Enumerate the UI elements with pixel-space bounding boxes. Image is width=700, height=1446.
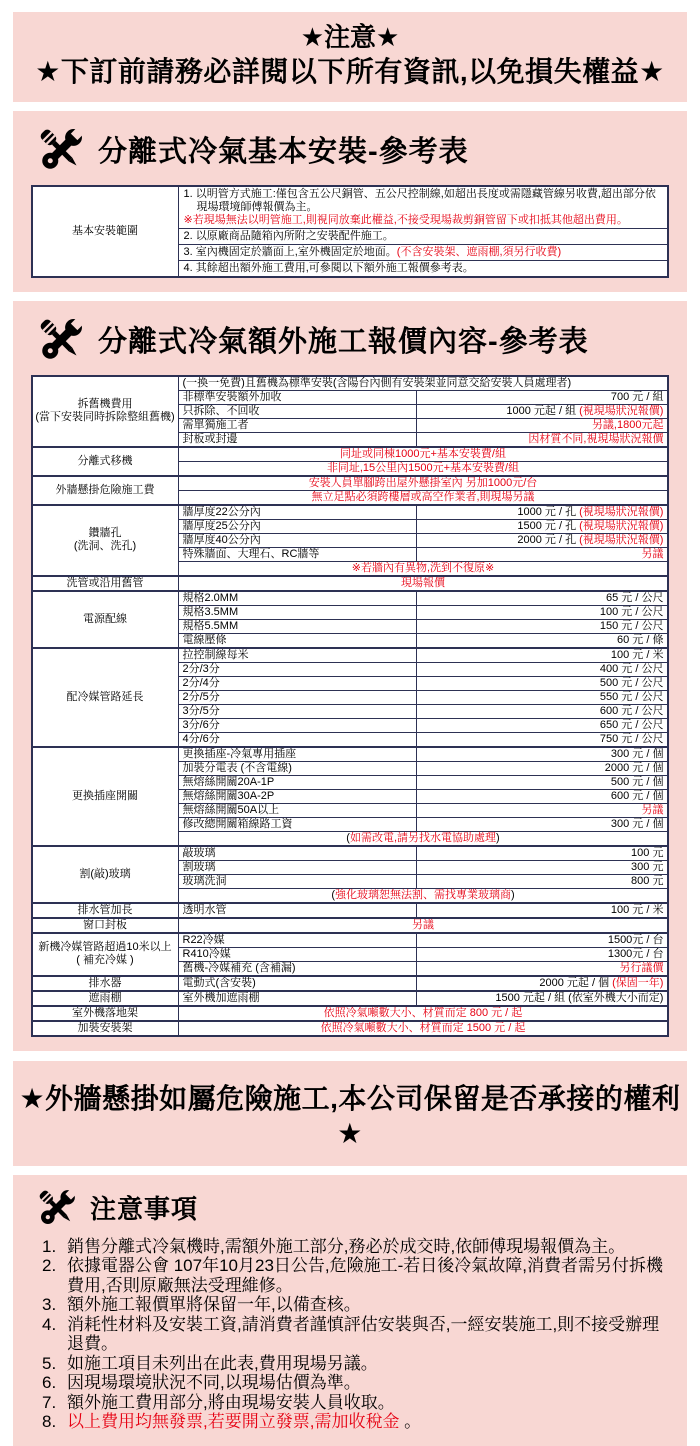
text-segment: 2000 元 / 個 (604, 761, 664, 774)
item-cell (178, 860, 417, 874)
section-basic-title: 分離式冷氣基本安裝-參考表 (98, 136, 469, 168)
group-label-line: 室外機落地架 (72, 1006, 138, 1019)
text-segment: 65 元 / 公尺 (606, 591, 664, 604)
group-label-line: 分離式移機 (77, 454, 133, 467)
text-segment: 600 元 / 個 (610, 789, 664, 802)
value-cell (417, 747, 669, 762)
value-cell (417, 418, 669, 432)
value-cell (417, 961, 669, 976)
table-row (32, 476, 669, 491)
group-label-line: 加裝安裝架 (77, 1021, 133, 1034)
span-cell (178, 490, 668, 505)
group-label-cell (32, 1006, 178, 1021)
text-segment: 室外機加遮雨棚 (182, 991, 260, 1004)
text-segment: 。 (399, 1412, 422, 1431)
text-segment: 500 元 / 公尺 (599, 676, 664, 689)
text-segment: 封板或封邊 (182, 432, 238, 445)
value-cell (417, 519, 669, 533)
value-cell (417, 690, 669, 704)
note-number: 7. (42, 1392, 57, 1412)
top-notice-banner (13, 12, 687, 102)
value-cell (417, 817, 669, 831)
span-cell (178, 1021, 668, 1036)
item-cell (178, 704, 417, 718)
text-segment: 如需改電,請另找水電協助處理 (349, 831, 497, 844)
text-segment: 500 元 / 個 (610, 775, 664, 788)
text-segment: 敲玻璃 (182, 846, 216, 859)
text-segment: 600 元 / 公尺 (599, 704, 664, 717)
value-cell (417, 718, 669, 732)
group-label-line: (洗洞、洗孔) (73, 540, 137, 552)
text-segment: 550 元 / 公尺 (599, 690, 664, 703)
note-text (67, 1295, 670, 1315)
note-item (42, 1412, 670, 1432)
text-segment: 以上費用均無發票,若要開立發票,需加收稅金 (67, 1412, 400, 1431)
text-segment: 玻璃洗洞 (182, 874, 227, 887)
text-segment: 拉控制線每米 (182, 648, 249, 661)
table-row (32, 976, 669, 991)
group-label-cell (32, 903, 178, 918)
text-segment: 1000 元 / 孔 (517, 505, 580, 518)
group-label-cell (32, 447, 178, 476)
text-segment: 800 元 (631, 874, 664, 887)
note-text (67, 1256, 670, 1295)
table-row (32, 591, 669, 606)
note-number: 2. (42, 1256, 57, 1275)
table-row (32, 1006, 669, 1021)
text-segment: 300 元 / 個 (610, 747, 664, 760)
group-label-line: ( 補充冷媒 ) (76, 954, 134, 966)
group-label-cell (32, 505, 178, 576)
text-segment: 1. 以明管方式施工:僅包含五公尺銅管、五公尺控制線,如超出長度或需隱藏管線另收費,超出部分依現場環境師傅報價為主。 (183, 187, 656, 213)
table-row (32, 648, 669, 663)
value-cell (417, 662, 669, 676)
section-basic-header (24, 123, 676, 177)
note-text (67, 1237, 670, 1257)
table-row (32, 447, 669, 462)
value-cell (417, 761, 669, 775)
text-segment: 因現場環境狀況不同,以現場估價為準。 (67, 1373, 361, 1392)
note-text (67, 1393, 670, 1413)
note-number: 3. (42, 1295, 57, 1314)
item-cell (178, 690, 417, 704)
group-label-line: 鑽牆孔 (88, 527, 122, 539)
text-segment: 另議 (641, 547, 664, 560)
item-cell (178, 404, 417, 418)
text-segment: 只拆除、不回收 (182, 404, 260, 417)
section-notes-title: 注意事項 (90, 1194, 199, 1224)
group-label-line: 拆舊機費用 (77, 398, 133, 410)
text-segment: 100 元 / 公尺 (599, 605, 664, 618)
note-text (67, 1315, 670, 1354)
table-paragraph (182, 188, 665, 214)
text-segment: (視現場狀況報價) (579, 533, 664, 546)
text-segment: 依照冷氣噸數大小、材質而定 1500 元 / 起 (320, 1021, 526, 1034)
value-cell (417, 860, 669, 874)
text-segment: 400 元 / 公尺 (599, 662, 664, 675)
text-segment: 規格5.5MM (182, 619, 239, 632)
text-segment: 1300元 / 台 (607, 947, 664, 960)
text-segment: 100 元 / 米 (610, 903, 664, 916)
value-cell (417, 947, 669, 961)
span-cell (178, 918, 668, 933)
text-segment: 依據電器公會 107年10月23日公告,危險施工-若日後冷氣故障,消費者需另付拆機費用,否則原廠無法受理維修。 (67, 1256, 664, 1295)
table-row (32, 903, 669, 918)
item-cell (178, 605, 417, 619)
content-cell (178, 244, 668, 260)
text-segment: 銷售分離式冷氣機時,需額外施工部分,務必於成交時,依師傅現場報價為主。 (67, 1236, 626, 1256)
section-extra-header (24, 313, 676, 367)
table-row (32, 576, 669, 591)
notes-list (24, 1235, 676, 1436)
table-row (32, 505, 669, 520)
group-label-cell (32, 918, 178, 933)
text-segment: 消耗性材料及安裝工資,請消費者謹慎評估安裝與否,一經安裝施工,則不接受辦理退費。 (67, 1314, 660, 1353)
value-cell (417, 903, 669, 918)
table-row (32, 747, 669, 762)
item-cell (178, 991, 417, 1006)
group-label-line: 配冷媒管路延長 (66, 690, 144, 703)
value-cell (417, 404, 669, 418)
group-label-cell (32, 591, 178, 648)
item-cell (178, 789, 417, 803)
table-row (32, 376, 669, 391)
text-segment: ( (331, 888, 335, 901)
text-segment: 150 元 / 公尺 (599, 619, 664, 632)
span-cell (178, 561, 668, 576)
group-label-cell (32, 648, 178, 747)
span-cell (178, 447, 668, 462)
group-label-line: (當下安裝同時拆除整組舊機) (35, 411, 175, 423)
text-segment: 安裝人員單腳跨出屋外懸掛室內 另加1000元/台 (308, 476, 538, 489)
group-label-line: 電源配線 (83, 612, 127, 625)
item-cell (178, 432, 417, 447)
text-segment: ( (346, 831, 350, 844)
note-item (42, 1354, 670, 1374)
span-cell (178, 1006, 668, 1021)
note-item (42, 1256, 670, 1295)
text-segment: 3分/5分 (182, 704, 220, 717)
note-number: 4. (42, 1314, 57, 1334)
item-cell (178, 547, 417, 561)
group-label-cell (32, 476, 178, 505)
text-segment: (一換一免費)且舊機為標準安裝(含陽台內側有安裝架並同意交給安裝人員處理者) (182, 376, 572, 389)
text-segment: 因材質不同,視現場狀況報價 (528, 432, 664, 445)
note-number: 8. (42, 1412, 57, 1431)
table-row (32, 1021, 669, 1036)
value-cell (417, 633, 669, 648)
row-label-cell: 基本安裝範圍 (32, 186, 178, 277)
text-segment: 電動式(含安裝) (182, 976, 256, 989)
item-cell (178, 633, 417, 648)
item-cell (178, 803, 417, 817)
group-label-line: 新機冷媒管路超過10米以上 (38, 941, 172, 953)
text-segment: (視現場狀況報價) (579, 505, 664, 518)
value-cell (417, 732, 669, 747)
content-cell (178, 260, 668, 277)
text-segment: 650 元 / 公尺 (599, 718, 664, 731)
table-row (32, 933, 669, 948)
text-segment: ※若牆內有異物,洗到不復原※ (351, 561, 495, 574)
value-cell (417, 976, 669, 991)
note-item (42, 1237, 670, 1257)
content-cell (178, 186, 668, 229)
value-cell (417, 704, 669, 718)
value-cell (417, 533, 669, 547)
value-cell (417, 605, 669, 619)
value-cell (417, 933, 669, 948)
group-label-cell (32, 976, 178, 991)
text-segment: 修改總開關箱線路工資 (182, 817, 293, 830)
text-segment: 無熔絲開關20A-1P (182, 775, 275, 788)
section-extra-pricing (13, 301, 687, 1051)
text-segment: 牆厚度25公分內 (182, 519, 261, 532)
text-segment: 4. 其餘超出額外施工費用,可參閱以下額外施工報價參考表。 (183, 261, 474, 274)
text-segment: 更換插座-冷氣專用插座 (182, 747, 297, 760)
text-segment: (視現場狀況報價) (579, 519, 664, 532)
text-segment: 非同址,15公里內1500元+基本安裝費/組 (326, 461, 520, 474)
text-segment: 規格3.5MM (182, 605, 239, 618)
text-segment: 現場報價 (400, 576, 445, 589)
value-cell (417, 432, 669, 447)
text-segment: 700 元 / 組 (610, 390, 664, 403)
item-cell (178, 846, 417, 861)
value-cell (417, 991, 669, 1006)
group-label-line: 排水管加長 (77, 903, 133, 916)
extra-pricing-table (31, 375, 670, 1037)
note-item (42, 1373, 670, 1393)
item-cell (178, 619, 417, 633)
group-label-line: 外牆懸掛危險施工費 (55, 483, 155, 496)
top-banner-line1: ★注意★ (300, 22, 400, 52)
note-item (42, 1295, 670, 1315)
value-cell (417, 676, 669, 690)
hazard-banner-text: ★外牆懸掛如屬危險施工,本公司保留是否承接的權利★ (19, 1082, 681, 1149)
text-segment: 需單獨施工者 (182, 418, 249, 431)
item-cell (178, 947, 417, 961)
item-cell (178, 732, 417, 747)
text-segment: 3分/6分 (182, 718, 220, 731)
value-cell (417, 619, 669, 633)
group-label-line: 洗管或沿用舊管 (66, 576, 144, 589)
value-cell (417, 789, 669, 803)
group-label-line: 窗口封板 (83, 918, 127, 931)
value-cell (417, 846, 669, 861)
item-cell (178, 676, 417, 690)
item-cell (178, 718, 417, 732)
text-segment: (視現場狀況報價) (579, 404, 664, 417)
text-segment: (保固一年) (612, 976, 664, 989)
group-label-line: 割(敲)玻璃 (79, 867, 131, 880)
group-label-cell (32, 376, 178, 447)
text-segment: 牆厚度40公分內 (182, 533, 261, 546)
item-cell (178, 903, 417, 918)
item-cell (178, 591, 417, 606)
note-text (67, 1373, 670, 1393)
content-cell (178, 228, 668, 244)
text-segment: 依照冷氣噸數大小、材質而定 800 元 / 起 (323, 1006, 523, 1019)
text-segment: 透明水管 (182, 903, 227, 916)
value-cell (417, 775, 669, 789)
text-segment: 額外施工費用部分,將由現場安裝人員收取。 (67, 1392, 395, 1412)
table-row (32, 846, 669, 861)
group-label-cell (32, 933, 178, 976)
span-cell (178, 831, 668, 846)
top-banner-line2: ★下訂前請務必詳閱以下所有資訊,以免損失權益★ (35, 55, 665, 87)
item-cell (178, 418, 417, 432)
span-cell (178, 461, 668, 476)
text-segment: 2. 以原廠商品隨箱內所附之安裝配件施工。 (183, 229, 394, 242)
text-segment: 300 元 (631, 860, 664, 873)
text-segment: 如施工項目未列出在此表,費用現場另議。 (67, 1353, 378, 1373)
section-basic-install (13, 111, 687, 292)
value-cell (417, 591, 669, 606)
span-cell (178, 476, 668, 491)
text-segment: 非標準安裝額外加收 (182, 390, 282, 403)
item-cell (178, 874, 417, 888)
section-extra-title: 分離式冷氣額外施工報價內容-參考表 (98, 326, 589, 358)
group-label-cell (32, 576, 178, 591)
text-segment: 加裝分電表 (不含電線) (182, 761, 292, 774)
note-text (67, 1354, 670, 1374)
note-item (42, 1315, 670, 1354)
note-text (67, 1412, 670, 1432)
text-segment: 另議,1800元起 (591, 418, 664, 431)
text-segment: 另行議價 (619, 961, 664, 974)
text-segment: ※若現場無法以明管施工,則視同放棄此權益,不接受現場裁剪銅管留下或扣抵其他超出費用。 (183, 213, 628, 226)
group-label-cell (32, 747, 178, 846)
table-paragraph (182, 246, 665, 259)
item-cell (178, 761, 417, 775)
item-cell (178, 662, 417, 676)
table-paragraph (182, 214, 665, 227)
text-segment: ) (496, 831, 500, 844)
text-segment: 割玻璃 (182, 860, 216, 873)
note-item (42, 1393, 670, 1413)
text-segment: 300 元 / 個 (610, 817, 664, 830)
text-segment: 60 元 / 條 (617, 633, 664, 646)
group-label-line: 遮雨棚 (88, 991, 122, 1004)
item-cell (178, 817, 417, 831)
text-segment: (不含安裝架、遮雨棚,須另行收費) (396, 245, 562, 258)
text-segment: 1500元 / 台 (607, 933, 664, 946)
text-segment: 無熔絲開關50A以上 (182, 803, 280, 816)
value-cell (417, 874, 669, 888)
wrench-screwdriver-icon (34, 1185, 80, 1231)
span-cell (178, 576, 668, 591)
text-segment: 無立足點必須跨樓層或高空作業者,則現場另議 (311, 490, 535, 503)
text-segment: 1000 元起 / 組 (506, 404, 580, 417)
text-segment: 1500 元起 / 組 (依室外機大小而定) (495, 991, 664, 1004)
text-segment: 100 元 (631, 846, 664, 859)
text-segment: 規格2.0MM (182, 591, 239, 604)
text-segment: 3. 室內機固定於牆面上,室外機固定於地面。 (183, 245, 397, 258)
text-segment: R22冷媒 (182, 933, 225, 946)
span-cell (178, 888, 668, 903)
section-notes-header (24, 1185, 676, 1231)
table-row (32, 991, 669, 1006)
item-cell (178, 961, 417, 976)
note-number: 1. (42, 1236, 57, 1256)
table-row (32, 186, 669, 229)
value-cell (417, 803, 669, 817)
group-label-line: 更換插座開關 (72, 789, 138, 802)
text-segment: 2分/4分 (182, 676, 220, 689)
note-number: 5. (42, 1353, 57, 1373)
value-cell (417, 390, 669, 404)
span-cell (178, 376, 668, 391)
section-notes (13, 1175, 687, 1446)
text-segment: 牆厚度22公分內 (182, 505, 261, 518)
text-segment: 舊機-冷媒補充 (含補漏) (182, 961, 296, 974)
text-segment: 2分/5分 (182, 690, 220, 703)
text-segment: 100 元 / 米 (610, 648, 664, 661)
item-cell (178, 648, 417, 663)
text-segment: 特殊牆面、大理石、RC牆等 (182, 547, 320, 560)
text-segment: 強化玻璃恕無法割、需找專業玻璃商 (334, 888, 511, 901)
text-segment: 無熔絲開關30A-2P (182, 789, 275, 802)
text-segment: 2000 元起 / 個 (539, 976, 613, 989)
text-segment: 另議 (411, 918, 434, 931)
text-segment: 1500 元 / 孔 (517, 519, 580, 532)
text-segment: 4分/6分 (182, 732, 220, 745)
item-cell (178, 533, 417, 547)
page (0, 12, 700, 1446)
item-cell (178, 390, 417, 404)
value-cell (417, 547, 669, 561)
value-cell (417, 505, 669, 520)
text-segment: 電線壓條 (182, 633, 227, 646)
text-segment: R410冷媒 (182, 947, 231, 960)
value-cell (417, 648, 669, 663)
item-cell (178, 933, 417, 948)
group-label-cell (32, 991, 178, 1006)
table-paragraph (182, 230, 665, 243)
wrench-screwdriver-icon (34, 123, 88, 177)
text-segment: 750 元 / 公尺 (599, 732, 664, 745)
text-segment: 另議 (641, 803, 664, 816)
group-label-cell (32, 1021, 178, 1036)
text-segment: ) (510, 888, 515, 901)
text-segment: 額外施工報價單將保留一年,以備查核。 (67, 1295, 361, 1314)
group-label-line: 排水器 (88, 976, 122, 989)
group-label-cell (32, 846, 178, 903)
hazard-banner (13, 1061, 687, 1166)
item-cell (178, 775, 417, 789)
item-cell (178, 519, 417, 533)
item-cell (178, 747, 417, 762)
table-paragraph (182, 262, 665, 275)
text-segment: 同址或同棟1000元+基本安裝費/組 (340, 447, 506, 460)
table-row (32, 918, 669, 933)
text-segment: 2分/3分 (182, 662, 220, 675)
wrench-screwdriver-icon (34, 313, 88, 367)
text-segment: 2000 元 / 孔 (517, 533, 580, 546)
item-cell (178, 976, 417, 991)
note-number: 6. (42, 1373, 57, 1392)
item-cell (178, 505, 417, 520)
basic-install-table (31, 185, 670, 278)
